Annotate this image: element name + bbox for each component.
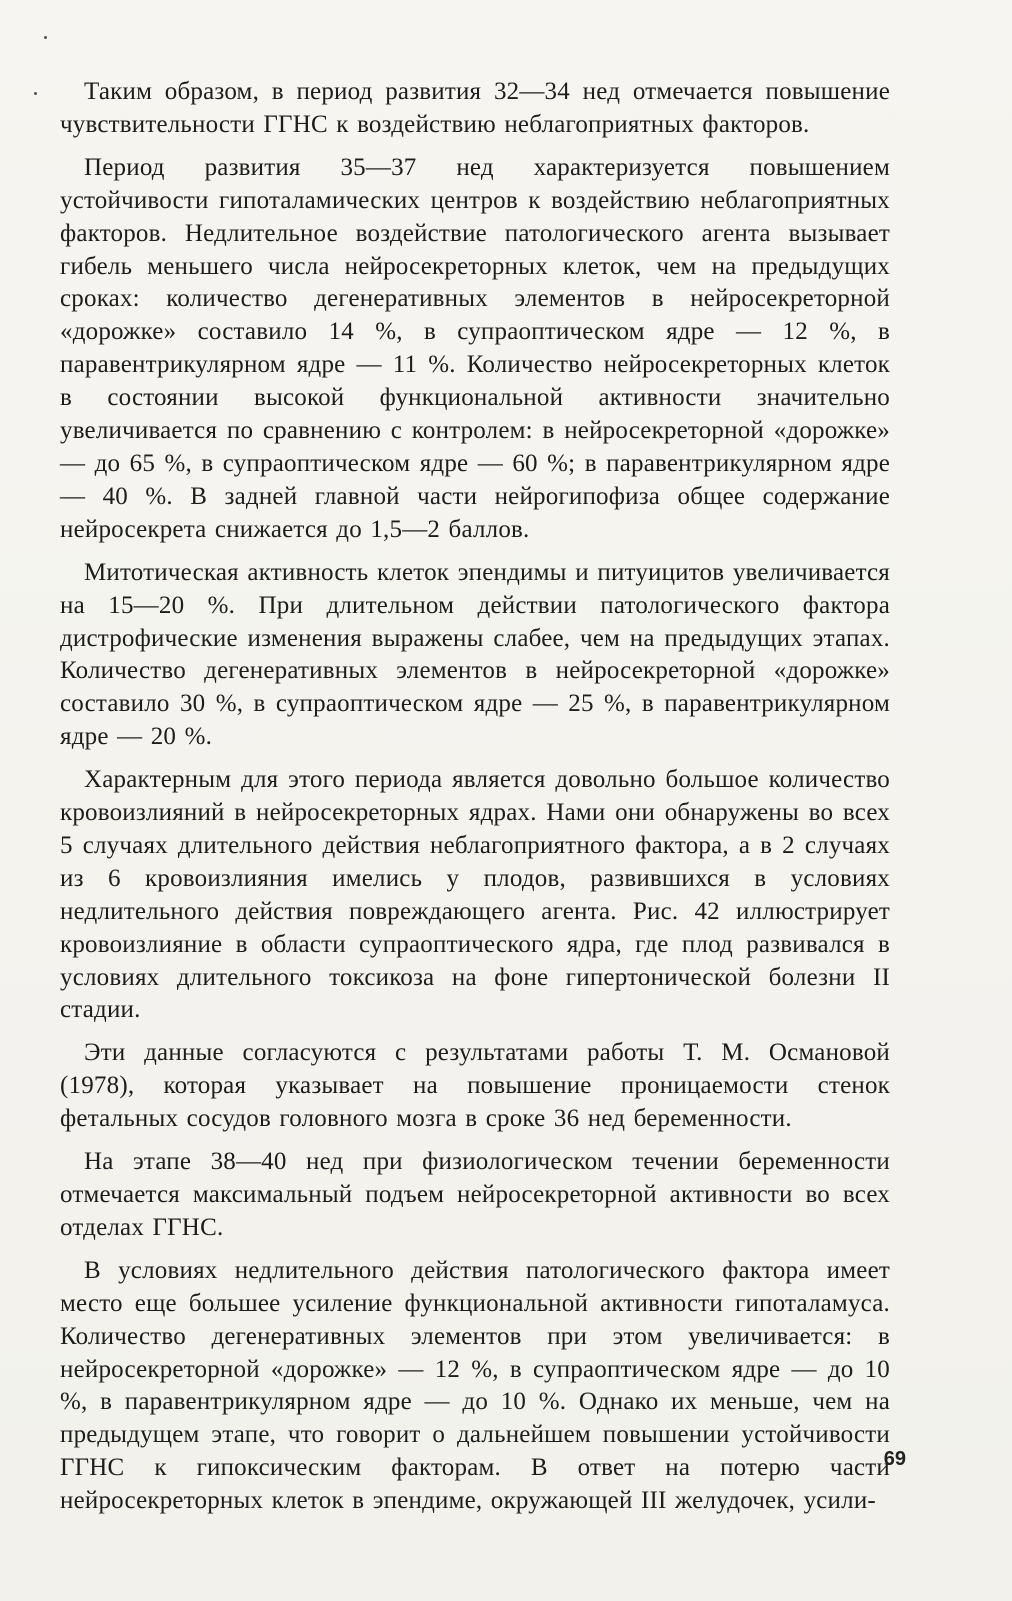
- paragraph: На этапе 38—40 нед при физиологическом течении беременности отмечается максимальный подъем нейросекреторной активности во всех отделах ГГНС.: [60, 1148, 890, 1241]
- print-speck: [34, 92, 37, 95]
- paragraph: Таким образом, в период развития 32—34 нед отмечается повышение чувствительности ГГНС к воздействию неблагоприятных факторов.: [60, 78, 890, 138]
- paragraph: Эти данные согласуются с результатами работы Т. М. Османовой (1978), которая указывает на повышение проницаемости стенок фетальных сосудов головного мозга в сроке 36 нед беременности.: [60, 1039, 890, 1133]
- print-speck: [44, 36, 47, 39]
- paragraph: Митотическая активность клеток эпендимы и питуицитов увеличивается на 15—20 %. При длительном действии патологического фактора дистрофические изменения выражены слабее, чем на предыдущих этапах. Количество дегенеративных элементов в нейросекреторной «дорожке» составило 30 %, в супраоптическом ядре — 25 %, в паравентрикулярном ядре — 20 %.: [60, 558, 890, 751]
- body-text: [60, 76, 890, 1528]
- paragraph: Период развития 35—37 нед характеризуется повышением устойчивости гипоталамических центров к воздействию неблагоприятных факторов. Недлительное воздействие патологического агента вызывает гибель меньшего числа нейросекреторных клеток, чем на предыдущих сроках: количество дегенеративных элементов в нейросекреторной «дорожке» составило 14 %, в супраоптическом ядре — 12 %, в паравентрикулярном ядре — 11 %. Количество нейросекреторных клеток в состоянии высокой функциональной активности значительно увеличивается по сравнению с контролем: в нейросекреторной «дорожке» — до 65 %, в супраоптическом ядре — 60 %; в паравентрикулярном ядре — 40 %. В задней главной части нейрогипофиза общее содержание нейросекрета снижается до 1,5—2 баллов.: [60, 153, 890, 543]
- page-number: 69: [883, 1448, 906, 1470]
- paragraph: Характерным для этого периода является довольно большое количество кровоизлияний в нейросекреторных ядрах. Нами они обнаружены во всех 5 случаях длительного действия неблагоприятного фактора, а в 2 случаях из 6 кровоизлияния имелись у плодов, развившихся в условиях недлительного действия повреждающего агента. Рис. 42 иллюстрирует кровоизлияние в области супраоптического ядра, где плод развивался в условиях длительного токсикоза на фоне гипертонической болезни II стадии.: [60, 766, 890, 1024]
- paragraph: В условиях недлительного действия патологического фактора имеет место еще большее усиление функциональной активности гипоталамуса. Количество дегенеративных элементов при этом увеличивается: в нейросекреторной «дорожке» — 12 %, в супраоптическом ядре — до 10 %, в паравентрикулярном ядре — до 10 %. Однако их меньше, чем на предыдущем этапе, что говорит о дальнейшем повышении устойчивости ГГНС к гипоксическим факторам. В ответ на потерю части нейросекреторных клеток в эпендиме, окружающей III желудочек, усили-: [60, 1256, 890, 1515]
